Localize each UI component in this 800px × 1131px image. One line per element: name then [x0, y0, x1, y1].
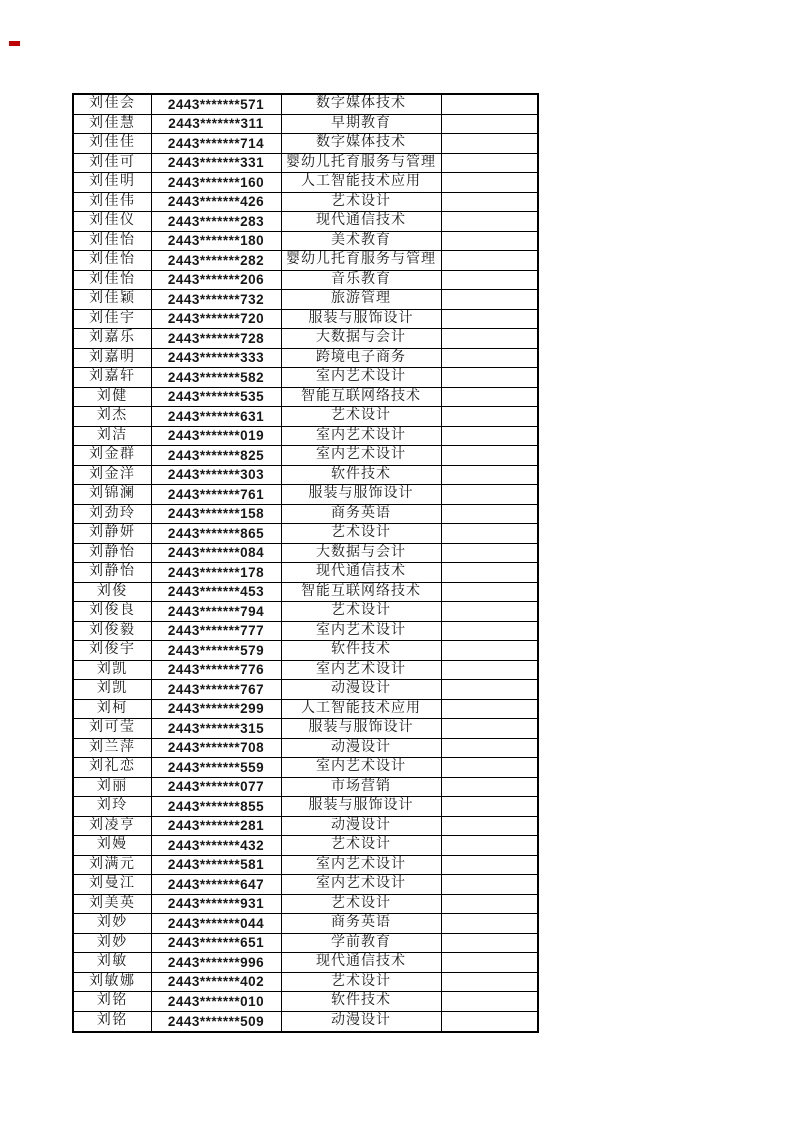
- table-row: [73, 329, 538, 349]
- table-row: [73, 855, 538, 875]
- exam-id-cell: 2443*******315: [151, 719, 281, 739]
- major-cell: 室内艺术设计: [281, 446, 441, 466]
- major-cell: 室内艺术设计: [281, 875, 441, 895]
- table-row: [73, 836, 538, 856]
- student-name-cell: 刘妙: [73, 914, 151, 934]
- major-cell: 艺术设计: [281, 836, 441, 856]
- major-cell: 现代通信技术: [281, 953, 441, 973]
- table-row: [73, 992, 538, 1012]
- major-cell: 软件技术: [281, 465, 441, 485]
- major-cell: 服装与服饰设计: [281, 485, 441, 505]
- table-row: [73, 1011, 538, 1032]
- student-name-cell: 刘佳宇: [73, 309, 151, 329]
- table-row: [73, 407, 538, 427]
- empty-cell: [441, 485, 538, 505]
- exam-id-cell: 2443*******865: [151, 524, 281, 544]
- table-row: [73, 738, 538, 758]
- student-name-cell: 刘静怡: [73, 543, 151, 563]
- student-name-cell: 刘美英: [73, 894, 151, 914]
- major-cell: 学前教育: [281, 933, 441, 953]
- major-cell: 室内艺术设计: [281, 368, 441, 388]
- student-name-cell: 刘健: [73, 387, 151, 407]
- table-row: [73, 192, 538, 212]
- empty-cell: [441, 953, 538, 973]
- empty-cell: [441, 660, 538, 680]
- empty-cell: [441, 992, 538, 1012]
- table-row: [73, 621, 538, 641]
- major-cell: 美术教育: [281, 231, 441, 251]
- empty-cell: [441, 1011, 538, 1032]
- empty-cell: [441, 368, 538, 388]
- table-row: [73, 563, 538, 583]
- student-name-cell: 刘洁: [73, 426, 151, 446]
- major-cell: 婴幼儿托育服务与管理: [281, 251, 441, 271]
- student-name-cell: 刘凯: [73, 660, 151, 680]
- major-cell: 艺术设计: [281, 894, 441, 914]
- exam-id-cell: 2443*******579: [151, 641, 281, 661]
- student-name-cell: 刘嘉明: [73, 348, 151, 368]
- student-name-cell: 刘金群: [73, 446, 151, 466]
- empty-cell: [441, 270, 538, 290]
- empty-cell: [441, 641, 538, 661]
- empty-cell: [441, 524, 538, 544]
- empty-cell: [441, 797, 538, 817]
- exam-id-cell: 2443*******333: [151, 348, 281, 368]
- exam-id-cell: 2443*******178: [151, 563, 281, 583]
- empty-cell: [441, 114, 538, 134]
- empty-cell: [441, 894, 538, 914]
- major-cell: 服装与服饰设计: [281, 309, 441, 329]
- exam-id-cell: 2443*******651: [151, 933, 281, 953]
- empty-cell: [441, 134, 538, 154]
- exam-id-cell: 2443*******581: [151, 855, 281, 875]
- exam-id-cell: 2443*******509: [151, 1011, 281, 1032]
- table-row: [73, 719, 538, 739]
- major-cell: 数字媒体技术: [281, 94, 441, 114]
- major-cell: 商务英语: [281, 914, 441, 934]
- empty-cell: [441, 251, 538, 271]
- major-cell: 室内艺术设计: [281, 660, 441, 680]
- empty-cell: [441, 309, 538, 329]
- empty-cell: [441, 602, 538, 622]
- student-name-cell: 刘佳怡: [73, 251, 151, 271]
- empty-cell: [441, 699, 538, 719]
- student-name-cell: 刘敏: [73, 953, 151, 973]
- table-row: [73, 699, 538, 719]
- empty-cell: [441, 758, 538, 778]
- student-name-cell: 刘佳可: [73, 153, 151, 173]
- empty-cell: [441, 173, 538, 193]
- exam-id-cell: 2443*******582: [151, 368, 281, 388]
- student-name-cell: 刘嘉轩: [73, 368, 151, 388]
- major-cell: 动漫设计: [281, 680, 441, 700]
- exam-id-cell: 2443*******426: [151, 192, 281, 212]
- student-name-cell: 刘兰萍: [73, 738, 151, 758]
- empty-cell: [441, 914, 538, 934]
- empty-cell: [441, 231, 538, 251]
- student-name-cell: 刘杰: [73, 407, 151, 427]
- empty-cell: [441, 94, 538, 114]
- exam-id-cell: 2443*******535: [151, 387, 281, 407]
- student-name-cell: 刘丽: [73, 777, 151, 797]
- table-row: [73, 933, 538, 953]
- table-row: [73, 875, 538, 895]
- student-name-cell: 刘可莹: [73, 719, 151, 739]
- exam-id-cell: 2443*******158: [151, 504, 281, 524]
- empty-cell: [441, 407, 538, 427]
- major-cell: 大数据与会计: [281, 329, 441, 349]
- major-cell: 艺术设计: [281, 972, 441, 992]
- empty-cell: [441, 719, 538, 739]
- exam-id-cell: 2443*******855: [151, 797, 281, 817]
- table-row: [73, 446, 538, 466]
- exam-id-cell: 2443*******794: [151, 602, 281, 622]
- major-cell: 智能互联网络技术: [281, 582, 441, 602]
- student-roster-body: [73, 94, 538, 1032]
- student-name-cell: 刘佳仪: [73, 212, 151, 232]
- student-name-cell: 刘佳会: [73, 94, 151, 114]
- table-row: [73, 212, 538, 232]
- table-row: [73, 582, 538, 602]
- empty-cell: [441, 348, 538, 368]
- table-row: [73, 543, 538, 563]
- major-cell: 动漫设计: [281, 1011, 441, 1032]
- student-name-cell: 刘凌亨: [73, 816, 151, 836]
- exam-id-cell: 2443*******084: [151, 543, 281, 563]
- major-cell: 室内艺术设计: [281, 758, 441, 778]
- table-row: [73, 641, 538, 661]
- student-name-cell: 刘静妍: [73, 524, 151, 544]
- major-cell: 动漫设计: [281, 816, 441, 836]
- exam-id-cell: 2443*******761: [151, 485, 281, 505]
- table-row: [73, 953, 538, 973]
- table-row: [73, 426, 538, 446]
- table-row: [73, 485, 538, 505]
- table-row: [73, 251, 538, 271]
- empty-cell: [441, 582, 538, 602]
- major-cell: 智能互联网络技术: [281, 387, 441, 407]
- major-cell: 现代通信技术: [281, 563, 441, 583]
- exam-id-cell: 2443*******720: [151, 309, 281, 329]
- exam-id-cell: 2443*******931: [151, 894, 281, 914]
- student-name-cell: 刘锦澜: [73, 485, 151, 505]
- student-name-cell: 刘俊毅: [73, 621, 151, 641]
- exam-id-cell: 2443*******331: [151, 153, 281, 173]
- table-row: [73, 680, 538, 700]
- table-row: [73, 758, 538, 778]
- table-row: [73, 816, 538, 836]
- table-row: [73, 134, 538, 154]
- exam-id-cell: 2443*******180: [151, 231, 281, 251]
- empty-cell: [441, 329, 538, 349]
- table-row: [73, 153, 538, 173]
- major-cell: 艺术设计: [281, 192, 441, 212]
- exam-id-cell: 2443*******453: [151, 582, 281, 602]
- empty-cell: [441, 465, 538, 485]
- empty-cell: [441, 290, 538, 310]
- red-mark: [9, 41, 20, 46]
- table-row: [73, 173, 538, 193]
- major-cell: 市场营销: [281, 777, 441, 797]
- major-cell: 早期教育: [281, 114, 441, 134]
- student-name-cell: 刘俊良: [73, 602, 151, 622]
- major-cell: 艺术设计: [281, 602, 441, 622]
- exam-id-cell: 2443*******432: [151, 836, 281, 856]
- exam-id-cell: 2443*******299: [151, 699, 281, 719]
- table-row: [73, 914, 538, 934]
- table-row: [73, 602, 538, 622]
- table-row: [73, 524, 538, 544]
- empty-cell: [441, 972, 538, 992]
- major-cell: 软件技术: [281, 641, 441, 661]
- student-name-cell: 刘妙: [73, 933, 151, 953]
- table-row: [73, 797, 538, 817]
- empty-cell: [441, 543, 538, 563]
- student-name-cell: 刘佳慧: [73, 114, 151, 134]
- student-name-cell: 刘柯: [73, 699, 151, 719]
- empty-cell: [441, 212, 538, 232]
- empty-cell: [441, 836, 538, 856]
- major-cell: 商务英语: [281, 504, 441, 524]
- student-name-cell: 刘铭: [73, 1011, 151, 1032]
- major-cell: 人工智能技术应用: [281, 173, 441, 193]
- exam-id-cell: 2443*******402: [151, 972, 281, 992]
- table-row: [73, 290, 538, 310]
- exam-id-cell: 2443*******559: [151, 758, 281, 778]
- student-name-cell: 刘佳佳: [73, 134, 151, 154]
- exam-id-cell: 2443*******010: [151, 992, 281, 1012]
- exam-id-cell: 2443*******647: [151, 875, 281, 895]
- exam-id-cell: 2443*******206: [151, 270, 281, 290]
- student-name-cell: 刘佳伟: [73, 192, 151, 212]
- exam-id-cell: 2443*******728: [151, 329, 281, 349]
- exam-id-cell: 2443*******776: [151, 660, 281, 680]
- student-name-cell: 刘金洋: [73, 465, 151, 485]
- empty-cell: [441, 192, 538, 212]
- student-name-cell: 刘玲: [73, 797, 151, 817]
- exam-id-cell: 2443*******708: [151, 738, 281, 758]
- exam-id-cell: 2443*******732: [151, 290, 281, 310]
- exam-id-cell: 2443*******777: [151, 621, 281, 641]
- student-name-cell: 刘嫚: [73, 836, 151, 856]
- empty-cell: [441, 153, 538, 173]
- major-cell: 旅游管理: [281, 290, 441, 310]
- student-name-cell: 刘礼恋: [73, 758, 151, 778]
- major-cell: 软件技术: [281, 992, 441, 1012]
- table-row: [73, 231, 538, 251]
- major-cell: 音乐教育: [281, 270, 441, 290]
- exam-id-cell: 2443*******281: [151, 816, 281, 836]
- student-name-cell: 刘佳颖: [73, 290, 151, 310]
- table-row: [73, 387, 538, 407]
- table-row: [73, 114, 538, 134]
- exam-id-cell: 2443*******303: [151, 465, 281, 485]
- student-name-cell: 刘劲玲: [73, 504, 151, 524]
- empty-cell: [441, 855, 538, 875]
- exam-id-cell: 2443*******571: [151, 94, 281, 114]
- student-name-cell: 刘俊: [73, 582, 151, 602]
- table-row: [73, 270, 538, 290]
- empty-cell: [441, 777, 538, 797]
- major-cell: 服装与服饰设计: [281, 719, 441, 739]
- empty-cell: [441, 426, 538, 446]
- major-cell: 现代通信技术: [281, 212, 441, 232]
- empty-cell: [441, 563, 538, 583]
- student-name-cell: 刘俊宇: [73, 641, 151, 661]
- table-row: [73, 504, 538, 524]
- exam-id-cell: 2443*******825: [151, 446, 281, 466]
- table-row: [73, 972, 538, 992]
- student-name-cell: 刘敏娜: [73, 972, 151, 992]
- exam-id-cell: 2443*******714: [151, 134, 281, 154]
- empty-cell: [441, 816, 538, 836]
- major-cell: 艺术设计: [281, 524, 441, 544]
- student-name-cell: 刘铭: [73, 992, 151, 1012]
- major-cell: 大数据与会计: [281, 543, 441, 563]
- major-cell: 服装与服饰设计: [281, 797, 441, 817]
- major-cell: 数字媒体技术: [281, 134, 441, 154]
- major-cell: 艺术设计: [281, 407, 441, 427]
- empty-cell: [441, 680, 538, 700]
- empty-cell: [441, 738, 538, 758]
- empty-cell: [441, 387, 538, 407]
- exam-id-cell: 2443*******767: [151, 680, 281, 700]
- empty-cell: [441, 621, 538, 641]
- student-name-cell: 刘佳怡: [73, 270, 151, 290]
- student-name-cell: 刘凯: [73, 680, 151, 700]
- exam-id-cell: 2443*******044: [151, 914, 281, 934]
- major-cell: 室内艺术设计: [281, 426, 441, 446]
- major-cell: 室内艺术设计: [281, 855, 441, 875]
- student-name-cell: 刘静怡: [73, 563, 151, 583]
- exam-id-cell: 2443*******160: [151, 173, 281, 193]
- table-row: [73, 348, 538, 368]
- major-cell: 跨境电子商务: [281, 348, 441, 368]
- table-row: [73, 777, 538, 797]
- student-roster-table: [72, 93, 539, 1033]
- table-row: [73, 368, 538, 388]
- exam-id-cell: 2443*******282: [151, 251, 281, 271]
- student-name-cell: 刘佳怡: [73, 231, 151, 251]
- exam-id-cell: 2443*******311: [151, 114, 281, 134]
- major-cell: 人工智能技术应用: [281, 699, 441, 719]
- exam-id-cell: 2443*******077: [151, 777, 281, 797]
- exam-id-cell: 2443*******283: [151, 212, 281, 232]
- exam-id-cell: 2443*******019: [151, 426, 281, 446]
- table-row: [73, 465, 538, 485]
- table-row: [73, 94, 538, 114]
- empty-cell: [441, 933, 538, 953]
- empty-cell: [441, 446, 538, 466]
- student-name-cell: 刘嘉乐: [73, 329, 151, 349]
- exam-id-cell: 2443*******631: [151, 407, 281, 427]
- exam-id-cell: 2443*******996: [151, 953, 281, 973]
- empty-cell: [441, 504, 538, 524]
- major-cell: 动漫设计: [281, 738, 441, 758]
- major-cell: 室内艺术设计: [281, 621, 441, 641]
- table-row: [73, 660, 538, 680]
- empty-cell: [441, 875, 538, 895]
- student-name-cell: 刘佳明: [73, 173, 151, 193]
- student-name-cell: 刘曼江: [73, 875, 151, 895]
- table-row: [73, 309, 538, 329]
- student-name-cell: 刘满元: [73, 855, 151, 875]
- table-row: [73, 894, 538, 914]
- major-cell: 婴幼儿托育服务与管理: [281, 153, 441, 173]
